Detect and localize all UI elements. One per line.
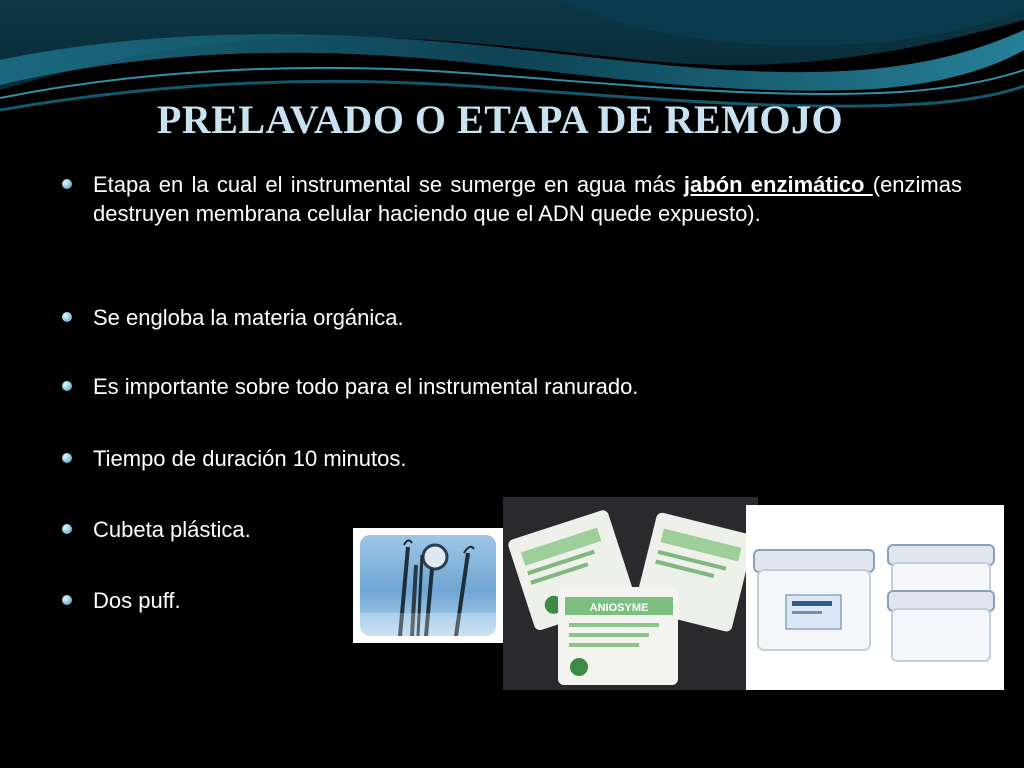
bullet-text: Es importante sobre todo para el instrumental ranurado. xyxy=(93,374,639,399)
bullet-text xyxy=(93,170,962,228)
packet-label: ANIOSYME xyxy=(589,602,649,614)
bullet-dot-icon xyxy=(62,312,72,322)
bullet-dot-icon xyxy=(62,179,72,189)
bullet-dot-icon xyxy=(62,595,72,605)
bullet-dot-icon xyxy=(62,381,72,391)
bullet-emphasis: jabón enzimático xyxy=(683,172,873,197)
enzymatic-packets-image xyxy=(503,497,758,690)
bullet-dot-icon xyxy=(62,453,72,463)
bullet-dot-icon xyxy=(62,524,72,534)
bullet-text-part: Etapa en la cual el instrumental se sumerge en agua más xyxy=(93,172,684,197)
bullet-text: Tiempo de duración 10 minutos. xyxy=(93,446,407,471)
bullet-text: Cubeta plástica. xyxy=(93,517,251,542)
slide-title: PRELAVADO O ETAPA DE REMOJO xyxy=(156,97,844,142)
dental-instruments-image xyxy=(353,528,503,643)
bullet-text-part: (enzimas destruyen membrana celular haciendo que el ADN quede expuesto). xyxy=(93,172,962,226)
bullet-text: Se engloba la materia orgánica. xyxy=(93,305,404,330)
plastic-containers-image xyxy=(746,505,1004,690)
bullet-text: Dos puff. xyxy=(93,588,181,613)
